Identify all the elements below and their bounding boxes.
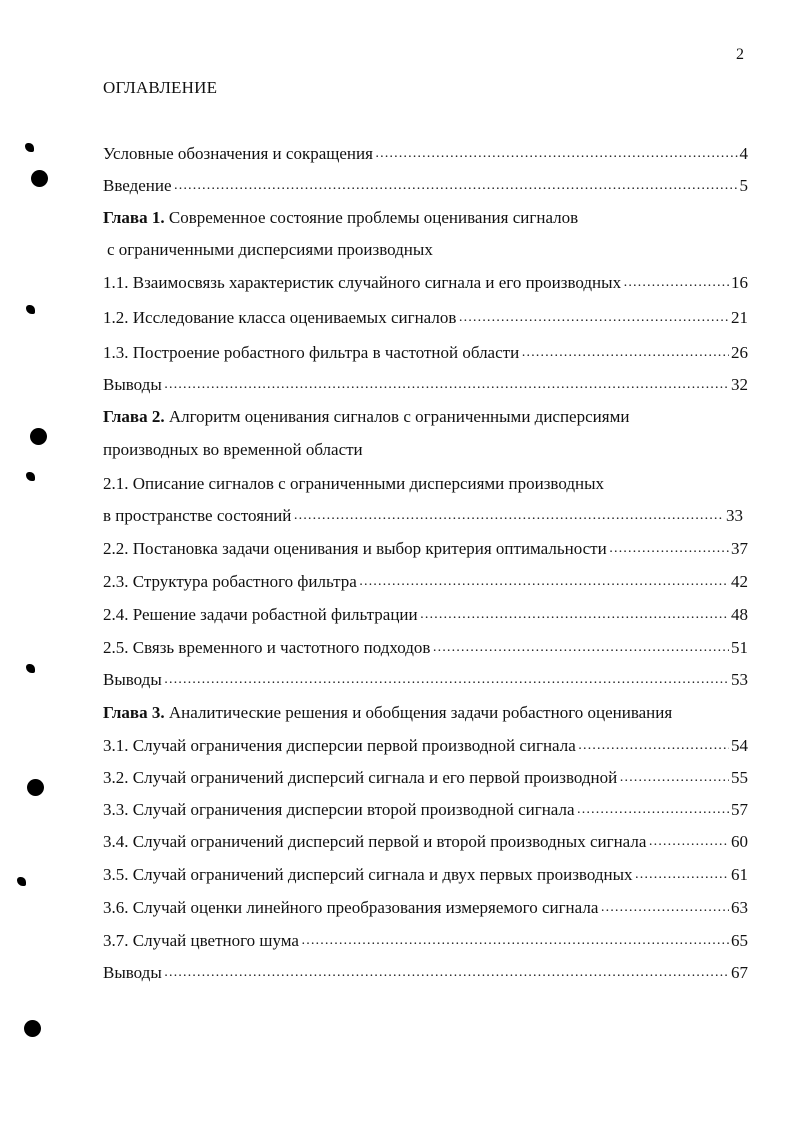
toc-entry-label: Выводы [103, 670, 162, 689]
toc-entry [103, 504, 743, 528]
toc-entry [103, 830, 748, 854]
toc-entry [103, 373, 748, 397]
dot-leader [635, 863, 729, 887]
dot-leader [600, 896, 729, 920]
toc-entry [103, 929, 748, 953]
chapter-title: с ограниченными дисперсиями производных [107, 240, 433, 259]
chapter-title: производных во временной области [103, 440, 363, 459]
toc-entry-label: Выводы [103, 375, 162, 394]
dot-leader [420, 603, 729, 627]
toc-entry-label: 3.1. Случай ограничения дисперсии первой производной сигнала [103, 736, 576, 755]
toc-entry-label: 3.5. Случай ограничений дисперсий сигнала и двух первых производных [103, 865, 633, 884]
toc-entry-page: 37 [731, 539, 748, 558]
chapter-title: Современное состояние проблемы оценивания сигналов [168, 208, 579, 227]
chapter-title: Алгоритм оценивания сигналов с ограниченными дисперсиями [168, 407, 630, 426]
dot-leader [648, 830, 729, 854]
dot-leader [577, 798, 729, 822]
toc-entry-page: 48 [731, 605, 748, 624]
toc-entry [103, 636, 748, 660]
toc-entry-page: 16 [731, 273, 748, 292]
toc-entry-label: Условные обозначения и сокращения [103, 144, 373, 163]
toc-entry [103, 863, 748, 887]
page-title: ОГЛАВЛЕНИЕ [103, 78, 218, 97]
toc-entry-label: 2.3. Структура робастного фильтра [103, 572, 357, 591]
toc-entry [103, 766, 748, 790]
dot-leader [458, 306, 729, 330]
toc-entry-page: 67 [731, 963, 748, 982]
dot-leader [301, 929, 729, 953]
chapter-heading-continuation [103, 438, 363, 462]
toc-entry-label: 3.6. Случай оценки линейного преобразования измеряемого сигнала [103, 898, 599, 917]
toc-entry-page: 55 [731, 768, 748, 787]
dot-leader [375, 142, 738, 166]
chapter-heading [103, 206, 578, 230]
toc-entry-page: 65 [731, 931, 748, 950]
toc-entry [103, 668, 748, 692]
toc-entry-page: 32 [731, 375, 748, 394]
toc-entry [103, 570, 748, 594]
page-number: 2 [736, 46, 744, 63]
toc-entry-page: 42 [731, 572, 748, 591]
dot-leader [619, 766, 729, 790]
chapter-number: Глава 1. [103, 208, 165, 227]
toc-entry [103, 734, 748, 758]
toc-entry-page: 61 [731, 865, 748, 884]
toc-entry-label: Выводы [103, 963, 162, 982]
toc-entry-label: Введение [103, 176, 172, 195]
toc-entry [103, 271, 748, 295]
toc-entry [103, 306, 748, 330]
toc-entry-label: 2.2. Постановка задачи оценивания и выбор критерия оптимальности [103, 539, 607, 558]
toc-entry-label: 3.4. Случай ограничений дисперсий первой и второй производных сигнала [103, 832, 647, 851]
toc-entry-page: 5 [739, 176, 748, 195]
chapter-number: Глава 2. [103, 407, 165, 426]
dot-leader [164, 961, 729, 985]
toc-entry-page: 21 [731, 308, 748, 327]
toc-entry-page: 54 [731, 736, 748, 755]
toc-entry [103, 961, 748, 985]
chapter-heading-continuation [107, 238, 433, 262]
toc-entry-page: 63 [731, 898, 748, 917]
toc-entry-page: 33 [726, 506, 743, 525]
dot-leader [578, 734, 729, 758]
chapter-heading [103, 405, 629, 429]
toc-entry [103, 896, 748, 920]
toc-entry-label: 1.2. Исследование класса оцениваемых сигналов [103, 308, 457, 327]
toc-entry [103, 142, 748, 166]
toc-entry-label: в пространстве состояний [103, 506, 292, 525]
toc-entry-page: 53 [731, 670, 748, 689]
toc-entry-label: 3.7. Случай цветного шума [103, 931, 299, 950]
toc-entry-page: 51 [731, 638, 748, 657]
toc-entry-page: 57 [731, 800, 748, 819]
dot-leader [521, 341, 729, 365]
toc-entry [103, 603, 748, 627]
toc-entry-label: 1.1. Взаимосвязь характеристик случайного сигнала и его производных [103, 273, 622, 292]
dot-leader [164, 668, 729, 692]
toc-entry-label: 3.3. Случай ограничения дисперсии второй производной сигнала [103, 800, 575, 819]
toc-entry-page: 4 [739, 144, 748, 163]
dot-leader [359, 570, 729, 594]
toc-entry-label: 1.3. Построение робастного фильтра в частотной области [103, 343, 520, 362]
toc-entry-first-line [103, 472, 604, 496]
toc-entry-label: 2.4. Решение задачи робастной фильтрации [103, 605, 418, 624]
toc-entry [103, 798, 748, 822]
toc-entry [103, 537, 748, 561]
toc-entry [103, 174, 748, 198]
dot-leader [432, 636, 729, 660]
dot-leader [293, 504, 724, 528]
dot-leader [623, 271, 729, 295]
chapter-heading [103, 701, 672, 725]
toc-entry [103, 341, 748, 365]
toc-entry-page: 60 [731, 832, 748, 851]
dot-leader [164, 373, 729, 397]
toc-entry-label: 2.1. Описание сигналов с ограниченными дисперсиями производных [103, 474, 605, 493]
dot-leader [609, 537, 729, 561]
toc-entry-page: 26 [731, 343, 748, 362]
toc-entry-label: 3.2. Случай ограничений дисперсий сигнала и его первой производной [103, 768, 618, 787]
toc-entry-label: 2.5. Связь временного и частотного подходов [103, 638, 431, 657]
chapter-number: Глава 3. [103, 703, 165, 722]
chapter-title: Аналитические решения и обобщения задачи робастного оценивания [168, 703, 673, 722]
dot-leader [174, 174, 738, 198]
